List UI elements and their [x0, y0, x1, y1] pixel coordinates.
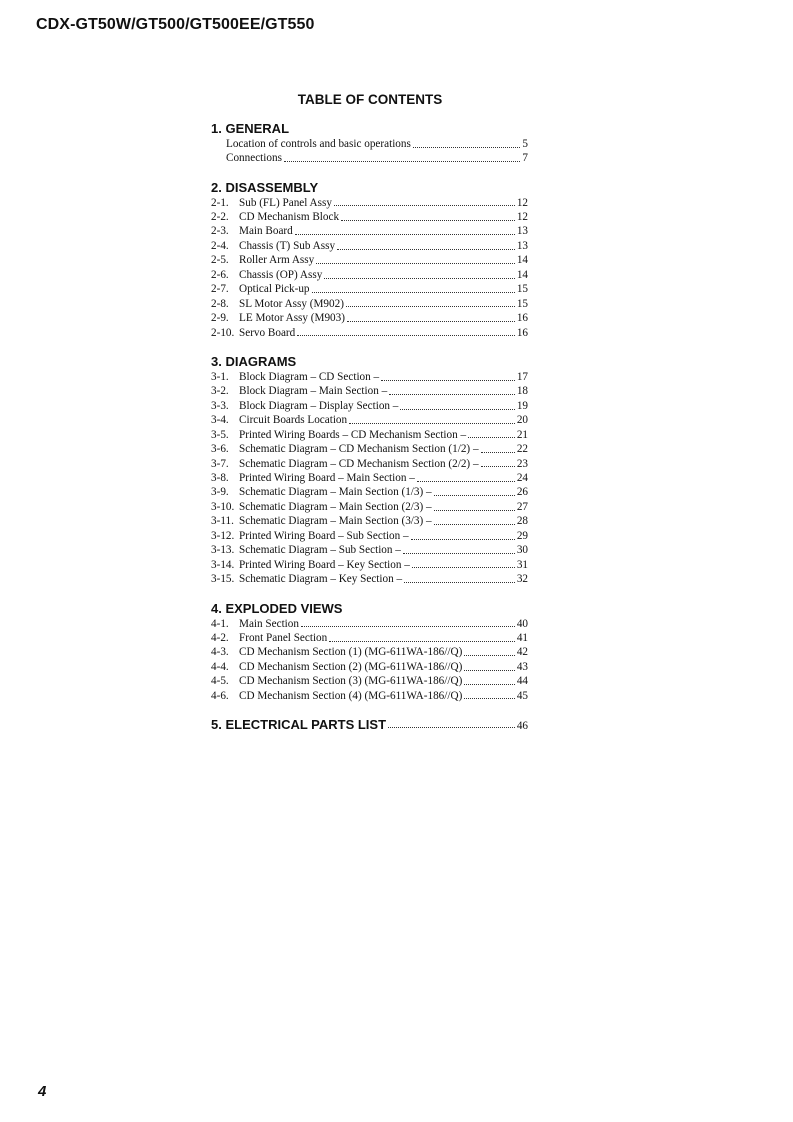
toc-section-diagrams: [211, 353, 528, 587]
section-heading: 4. EXPLODED VIEWS: [211, 600, 343, 616]
toc-entry-number: 3-7.: [211, 457, 229, 470]
toc-entry-electrical-parts-list[interactable]: [211, 716, 528, 733]
toc-entry[interactable]: [211, 282, 528, 296]
toc-entry[interactable]: [211, 543, 528, 557]
dot-leader: [284, 161, 520, 162]
dot-leader: [434, 495, 515, 496]
toc-entry-page: 19: [516, 399, 528, 412]
toc-entry-label: Block Diagram – Display Section –: [239, 399, 399, 412]
table-of-contents: [211, 120, 528, 733]
dot-leader: [464, 698, 515, 699]
dot-leader: [413, 147, 521, 148]
dot-leader: [381, 380, 515, 381]
toc-entry-number: 4-3.: [211, 646, 229, 659]
dot-leader: [349, 423, 515, 424]
toc-entry-label: Schematic Diagram – Main Section (3/3) –: [239, 515, 432, 528]
dot-leader: [341, 220, 515, 221]
toc-entry-number: 3-2.: [211, 385, 229, 398]
toc-entry-number: 4-2.: [211, 631, 229, 644]
toc-entry-label: Schematic Diagram – Main Section (1/3) –: [239, 486, 432, 499]
toc-entry-page: 43: [516, 660, 528, 673]
toc-entry-page: 31: [516, 558, 528, 571]
toc-entry-label: Printed Wiring Board – Main Section –: [239, 472, 415, 485]
toc-entry[interactable]: [211, 674, 528, 688]
toc-entry-label: Printed Wiring Board – Sub Section –: [239, 529, 409, 542]
toc-entry[interactable]: [211, 210, 528, 224]
toc-entry-number: 3-5.: [211, 428, 229, 441]
toc-entry-page: 7: [522, 152, 528, 165]
toc-section-exploded-views: [211, 600, 528, 704]
toc-entry-label: Optical Pick-up: [239, 283, 310, 296]
section-heading: 2. DISASSEMBLY: [211, 179, 319, 195]
toc-entry-page: 42: [516, 646, 528, 659]
toc-entry[interactable]: [211, 384, 528, 398]
toc-entry[interactable]: [211, 253, 528, 267]
toc-entry-label: Roller Arm Assy: [239, 254, 315, 267]
toc-entry[interactable]: [211, 442, 528, 456]
toc-entry-page: 30: [516, 544, 528, 557]
toc-entry-label: Main Section: [239, 617, 299, 630]
toc-entry-label: Schematic Diagram – CD Mechanism Section (2/2) –: [239, 457, 479, 470]
dot-leader: [412, 567, 515, 568]
toc-entry-label: SL Motor Assy (M902): [239, 297, 344, 310]
toc-entry[interactable]: [211, 660, 528, 674]
toc-entry-page: 20: [516, 414, 528, 427]
toc-entry-page: 46: [516, 720, 528, 733]
toc-entry[interactable]: [211, 689, 528, 703]
toc-entry-label: Sub (FL) Panel Assy: [239, 196, 332, 209]
dot-leader: [468, 437, 515, 438]
toc-entry-page: 15: [516, 297, 528, 310]
toc-entry[interactable]: [211, 457, 528, 471]
toc-entry-page: 44: [516, 675, 528, 688]
toc-entry[interactable]: [211, 399, 528, 413]
toc-section-general: [211, 120, 528, 166]
toc-entry-number: 3-9.: [211, 486, 229, 499]
dot-leader: [337, 249, 515, 250]
toc-entry-label: Block Diagram – Main Section –: [239, 385, 388, 398]
toc-entry-label: CD Mechanism Section (1) (MG-611WA-186//Q): [239, 646, 463, 659]
toc-entry[interactable]: [211, 151, 528, 165]
dot-leader: [346, 306, 515, 307]
toc-entry[interactable]: [211, 224, 528, 238]
toc-entry-number: 2-3.: [211, 225, 229, 238]
toc-entry-label: CD Mechanism Section (2) (MG-611WA-186//Q): [239, 660, 463, 673]
dot-leader: [417, 481, 515, 482]
toc-entry-label: CD Mechanism Block: [239, 211, 340, 224]
dot-leader: [334, 205, 515, 206]
toc-entry-label: CD Mechanism Section (4) (MG-611WA-186//Q): [239, 689, 463, 702]
toc-entry-number: 2-5.: [211, 254, 229, 267]
toc-entry[interactable]: [211, 311, 528, 325]
toc-entry-page: 41: [516, 631, 528, 644]
toc-entry-page: 27: [516, 500, 528, 513]
section-heading: 3. DIAGRAMS: [211, 353, 297, 369]
toc-section-disassembly: [211, 179, 528, 340]
toc-entry-page: 16: [516, 312, 528, 325]
toc-entry[interactable]: [211, 500, 528, 514]
toc-entry-label: Main Board: [239, 225, 293, 238]
dot-leader: [388, 727, 515, 728]
toc-entry-number: 2-8.: [211, 297, 229, 310]
toc-entry[interactable]: [211, 137, 528, 151]
toc-entry-page: 5: [522, 138, 528, 150]
toc-entry-label: Schematic Diagram – CD Mechanism Section (1/2) –: [239, 443, 479, 456]
toc-entry-number: 4-5.: [211, 675, 229, 688]
dot-leader: [400, 409, 514, 410]
toc-entry-page: 28: [516, 515, 528, 528]
toc-entry-number: 3-1.: [211, 370, 229, 383]
dot-leader: [434, 524, 515, 525]
toc-entry[interactable]: [211, 645, 528, 659]
toc-entry-label: Block Diagram – CD Section –: [239, 370, 380, 383]
toc-entry-page: 29: [516, 529, 528, 542]
toc-entry-page: 22: [516, 443, 528, 456]
toc-entry-page: 45: [516, 689, 528, 702]
dot-leader: [389, 394, 515, 395]
toc-entry-number: 2-2.: [211, 211, 229, 224]
toc-entry[interactable]: [211, 297, 528, 311]
toc-entry-page: 13: [516, 239, 528, 252]
dot-leader: [404, 582, 515, 583]
toc-entry-page: 23: [516, 457, 528, 470]
toc-entry-number: 2-1.: [211, 196, 229, 209]
toc-entry-label: Connections: [226, 152, 282, 165]
dot-leader: [464, 684, 515, 685]
toc-entry-number: 4-1.: [211, 617, 229, 630]
toc-entry-page: 18: [516, 385, 528, 398]
toc-entry-page: 12: [516, 196, 528, 209]
toc-entry-number: 4-4.: [211, 660, 229, 673]
toc-entry[interactable]: [211, 370, 528, 384]
toc-entry-page: 14: [516, 268, 528, 281]
dot-leader: [301, 626, 515, 627]
toc-entry-label: Schematic Diagram – Key Section –: [239, 573, 403, 586]
toc-entry-page: 15: [516, 283, 528, 296]
toc-entry-number: 3-11.: [211, 515, 234, 528]
toc-entry[interactable]: [211, 268, 528, 282]
dot-leader: [481, 452, 515, 453]
toc-entry-number: 3-15.: [211, 573, 235, 586]
toc-entry-number: 3-12.: [211, 529, 235, 542]
toc-entry[interactable]: [211, 413, 528, 427]
toc-entry-page: 12: [516, 211, 528, 224]
toc-entry-number: 3-10.: [211, 500, 235, 513]
toc-entry-number: 4-6.: [211, 689, 229, 702]
toc-entry-label: Chassis (OP) Assy: [239, 268, 323, 281]
section-heading: 1. GENERAL: [211, 121, 290, 136]
toc-entry-page: 13: [516, 225, 528, 238]
toc-entry[interactable]: [211, 471, 528, 485]
dot-leader: [295, 234, 515, 235]
toc-entry-label: Location of controls and basic operations: [226, 138, 411, 150]
dot-leader: [434, 510, 515, 511]
dot-leader: [481, 466, 515, 467]
dot-leader: [403, 553, 515, 554]
toc-entry-page: 24: [516, 472, 528, 485]
toc-entry-number: 2-7.: [211, 283, 229, 296]
dot-leader: [464, 655, 515, 656]
dot-leader: [312, 292, 515, 293]
toc-entry-label: Printed Wiring Board – Key Section –: [239, 558, 410, 571]
toc-entry-label: Chassis (T) Sub Assy: [239, 239, 336, 252]
toc-entry-number: 3-4.: [211, 414, 229, 427]
toc-entry-label: Schematic Diagram – Main Section (2/3) –: [239, 500, 432, 513]
toc-entry[interactable]: [211, 196, 528, 210]
dot-leader: [297, 335, 515, 336]
toc-entry[interactable]: [211, 529, 528, 543]
dot-leader: [464, 670, 515, 671]
dot-leader: [347, 321, 515, 322]
toc-entry-page: 21: [516, 428, 528, 441]
toc-entry-number: 3-14.: [211, 558, 235, 571]
model-header: CDX-GT50W/GT500/GT500EE/GT550: [36, 16, 315, 33]
toc-entry[interactable]: [211, 239, 528, 253]
toc-title: TABLE OF CONTENTS: [297, 92, 443, 107]
toc-entry[interactable]: [211, 558, 528, 572]
toc-entry-label: CD Mechanism Section (3) (MG-611WA-186//Q): [239, 675, 463, 688]
dot-leader: [411, 539, 515, 540]
toc-entry-number: 2-9.: [211, 312, 229, 325]
toc-entry-page: 16: [516, 326, 528, 339]
toc-entry-label: Front Panel Section: [239, 631, 328, 644]
toc-entry-label: Printed Wiring Boards – CD Mechanism Section –: [239, 428, 467, 441]
toc-entry[interactable]: [211, 572, 528, 586]
toc-entry-label: Circuit Boards Location: [239, 414, 348, 427]
toc-entry[interactable]: [211, 514, 528, 528]
toc-entry-label: LE Motor Assy (M903): [239, 312, 345, 325]
toc-entry[interactable]: [211, 617, 528, 631]
toc-entry-page: 14: [516, 254, 528, 267]
toc-entry-number: 3-8.: [211, 472, 229, 485]
toc-entry-number: 2-6.: [211, 268, 229, 281]
toc-entry[interactable]: [211, 485, 528, 499]
dot-leader: [329, 641, 515, 642]
toc-entry-number: 3-13.: [211, 544, 235, 557]
dot-leader: [324, 278, 515, 279]
toc-entry-label: Schematic Diagram – Sub Section –: [239, 544, 401, 557]
toc-entry-page: 17: [516, 370, 528, 383]
section-heading: 5. ELECTRICAL PARTS LIST: [211, 717, 387, 733]
page-number: 4: [38, 1083, 47, 1100]
toc-entry-number: 2-10.: [211, 326, 235, 339]
toc-entry-number: 2-4.: [211, 239, 229, 252]
toc-entry-page: 40: [516, 617, 528, 630]
toc-entry-page: 26: [516, 486, 528, 499]
toc-entry-number: 3-3.: [211, 399, 229, 412]
toc-entry[interactable]: [211, 631, 528, 645]
toc-entry[interactable]: [211, 326, 528, 340]
toc-entry-page: 32: [516, 573, 528, 586]
toc-entry-number: 3-6.: [211, 443, 229, 456]
toc-entry[interactable]: [211, 428, 528, 442]
toc-entry-label: Servo Board: [239, 326, 296, 339]
dot-leader: [316, 263, 515, 264]
